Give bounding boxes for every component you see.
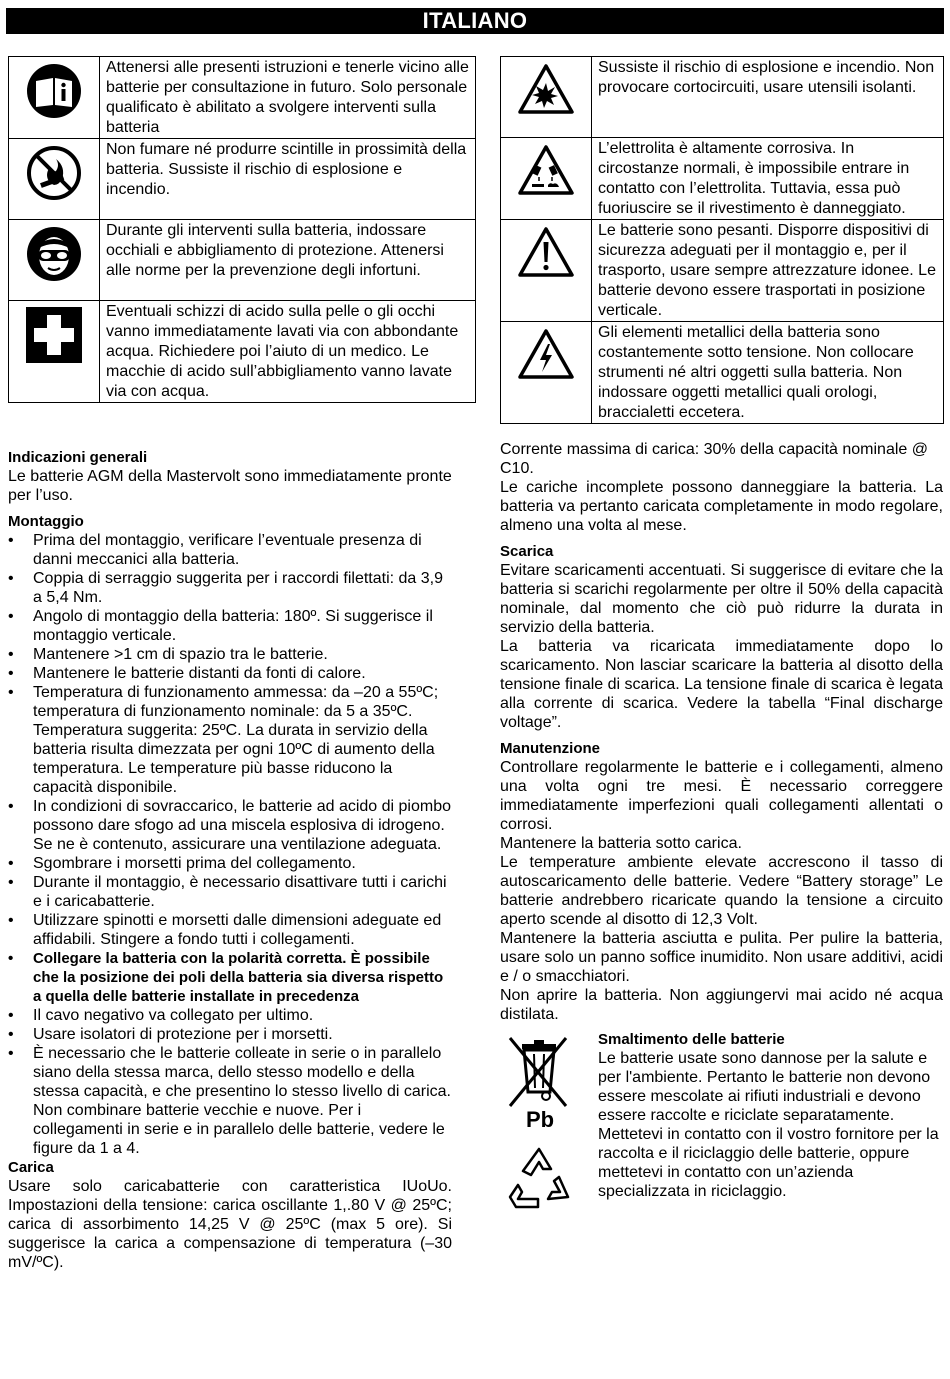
list-item: • Angolo di montaggio della batteria: 180º. Si suggerisce il montaggio verticale. <box>8 607 452 645</box>
goggles-icon <box>26 226 82 282</box>
section-heading-disposal: Smaltimento delle batterie <box>598 1031 785 1048</box>
list-item: • Mantenere le batterie distanti da fonti di calore. <box>8 664 452 683</box>
warning-row <box>501 220 944 322</box>
warning-icon <box>517 226 575 278</box>
list-item: • In condizioni di sovraccarico, le batterie ad acido di piombo possono dare sfogo ad una miscela esplosiva di idrogeno. Se ne è contenuto, assicurare una ventilazione adeguata. <box>8 797 452 854</box>
pb-label: Pb <box>526 1107 555 1132</box>
left-column <box>8 448 452 1272</box>
warning-text: Durante gli interventi sulla batteria, indossare occhiali e abbigliamento di protezione. Attenersi alle norme per la prevenzione degli infortuni. <box>100 220 476 301</box>
warnings-table-left <box>8 56 476 403</box>
warnings-table-right <box>500 56 944 424</box>
list-item: • Sgombrare i morsetti prima del collegamento. <box>8 854 452 873</box>
warning-row <box>9 301 476 403</box>
explosion-icon <box>517 63 575 115</box>
list-item: • Utilizzare spinotti e morsetti dalle dimensioni adeguate ed affidabili. Stingere a fondo tutti i collegamenti. <box>8 911 452 949</box>
section-heading-discharge: Scarica <box>500 543 554 560</box>
maintenance-text: Mantenere la batteria sotto carica. <box>500 835 742 852</box>
section-heading-mounting: Montaggio <box>8 513 84 530</box>
section-heading-maintenance: Manutenzione <box>500 740 600 757</box>
list-item: • Prima del montaggio, verificare l’eventuale presenza di danni meccanici alla batteria. <box>8 531 452 569</box>
disposal-section <box>500 1030 943 1230</box>
list-item: • Usare isolatori di protezione per i morsetti. <box>8 1025 452 1044</box>
maintenance-text: Le temperature ambiente elevate accrescono il tasso di autoscaricamento delle batterie. Vedere “Battery storage” Le batterie andrebbero ricaricate quando la tensione a circuito aperto scende al disotto di 12,3 Volt. <box>500 854 943 928</box>
charging-text-cont: Corrente massima di carica: 30% della capacità nominale @ C10. <box>500 441 928 477</box>
section-heading-general: Indicazioni generali <box>8 449 148 466</box>
no-smoking-icon <box>26 145 82 201</box>
warning-row <box>9 220 476 301</box>
warning-text: Attenersi alle presenti istruzioni e tenerle vicino alle batterie per consultazione in futuro. Solo personale qualificato è abilitato a svolgere interventi sulla batteria <box>100 57 476 139</box>
warning-text: Non fumare né produrre scintille in prossimità della batteria. Sussiste il rischio di esplosione e incendio. <box>100 139 476 220</box>
warning-row <box>501 138 944 220</box>
disposal-text: Le batterie usate sono dannose per la salute e per l'ambiente. Pertanto le batterie non devono essere mescolate ai rifiuti industriali e devono essere raccolte e riciclate separatamente. Mettetevi in contatto con il vostro fornitore per la raccolta e il riciclaggio delle batterie, oppure mettetevi in contatto con un’azienda specializzata in riciclaggio. <box>598 1050 939 1200</box>
charging-text-cont: Le cariche incomplete possono danneggiare la batteria. La batteria va pertanto caricata completamente in modo regolare, almeno una volta al mese. <box>500 479 943 534</box>
first-aid-icon <box>26 307 82 363</box>
warning-row <box>501 322 944 424</box>
list-item: • Il cavo negativo va collegato per ultimo. <box>8 1006 452 1025</box>
warning-row <box>9 139 476 220</box>
warning-row <box>9 57 476 139</box>
recycle-icon <box>504 1143 574 1213</box>
list-item-bold: • Collegare la batteria con la polarità corretta. È possibile che la posizione dei poli della batteria sia diversa rispetto a quella delle batterie installate in precedenza <box>8 949 452 1006</box>
warning-text: L’elettrolita è altamente corrosiva. In circostanze normali, è impossibile entrare in contatto con l’elettrolita. Tuttavia, essa può fuoriuscire se il rivestimento è danneggiato. <box>592 138 944 220</box>
manual-icon <box>26 63 82 119</box>
charging-text: Usare solo caricabatterie con caratteristica IUoUo. Impostazioni della tensione: carica oscillante 1,.80 V @ 25ºC; carica di assorbimento 14,25 V @ 25ºC (max 5 ore). Si suggerisce la carica a compensazione di temperatura (–30 mV/ºC). <box>8 1178 452 1271</box>
list-item: • Coppia di serraggio suggerita per i raccordi filettati: da 3,9 a 5,4 Nm. <box>8 569 452 607</box>
general-text: Le batterie AGM della Mastervolt sono immediatamente pronte per l’uso. <box>8 468 452 504</box>
maintenance-text: Controllare regolarmente le batterie e i collegamenti, almeno una volta ogni tre mesi. È necessario correggere immediatamente imperfezioni quali collegamenti allentati o corrosi. <box>500 759 943 833</box>
corrosive-icon <box>517 144 575 196</box>
list-item: • Mantenere >1 cm di spazio tra le batterie. <box>8 645 452 664</box>
section-heading-charging: Carica <box>8 1159 54 1176</box>
right-column <box>500 440 943 1230</box>
list-item: • È necessario che le batterie colleate in serie o in parallelo siano della stessa marca, dello stesso modello e della stessa capacità, e che presentino lo stesso livello di carica. Non combinare batterie vecchie e nuove. Per i collegamenti in serie e in parallelo delle batterie, vedere le figure da 1 a 4. <box>8 1044 452 1158</box>
mounting-list <box>8 531 452 1158</box>
warning-text: Gli elementi metallici della batteria sono costantemente sotto tensione. Non collocare strumenti né altri oggetti sulla batteria. Non indossare oggetti metallici quali orologi, braccialetti eccetera. <box>592 322 944 424</box>
crossed-bin-icon <box>504 1030 574 1114</box>
maintenance-text: Mantenere la batteria asciutta e pulita. Per pulire la batteria, usare solo un panno soffice inumidito. Non usare additivi, acidi e / o smacchiatori. <box>500 930 943 985</box>
list-item: • Temperatura di funzionamento ammessa: da –20 a 55ºC; temperatura di funzionamento nominale: da 5 a 35ºC. Temperatura suggerita: 25ºC. La durata in servizio della batteria risulta dimezzata per ogni 10ºC di aumento della temperatura. Le temperature più basse riducono la capacità disponibile. <box>8 683 452 797</box>
list-item: • Durante il montaggio, è necessario disattivare tutti i carichi e i caricabatterie. <box>8 873 452 911</box>
warning-text: Sussiste il rischio di esplosione e incendio. Non provocare cortocircuiti, usare utensili isolanti. <box>592 57 944 138</box>
high-voltage-icon <box>517 328 575 380</box>
page-title: ITALIANO <box>6 8 944 34</box>
warning-text: Le batterie sono pesanti. Disporre dispositivi di sicurezza adeguati per il montaggio e, per il trasporto, usare sempre attrezzature idonee. Le batterie devono essere trasportati in posizione verticale. <box>592 220 944 322</box>
warning-row <box>501 57 944 138</box>
maintenance-text: Non aprire la batteria. Non aggiungervi mai acido né acqua distilata. <box>500 987 943 1023</box>
warning-text: Eventuali schizzi di acido sulla pelle o gli occhi vanno immediatamente lavati via con abbondante acqua. Richiedere poi l’aiuto di un medico. Le macchie di acido sull’abbigliamento vanno lavate via con acqua. <box>100 301 476 403</box>
discharge-text: Evitare scaricamenti accentuati. Si suggerisce di evitare che la batteria si scarichi regolarmente per oltre il 50% della capacità nominale, dal momento che ciò può ridurre la durata in servizio della batteria. <box>500 562 943 636</box>
discharge-text: La batteria va ricaricata immediatamente dopo lo scaricamento. Non lasciar scaricare la batteria al disotto della tensione finale di scarica. La tensione finale di scarica è legata alla corrente di scarica. Vedere la tabella “Final discharge voltage”. <box>500 638 943 731</box>
